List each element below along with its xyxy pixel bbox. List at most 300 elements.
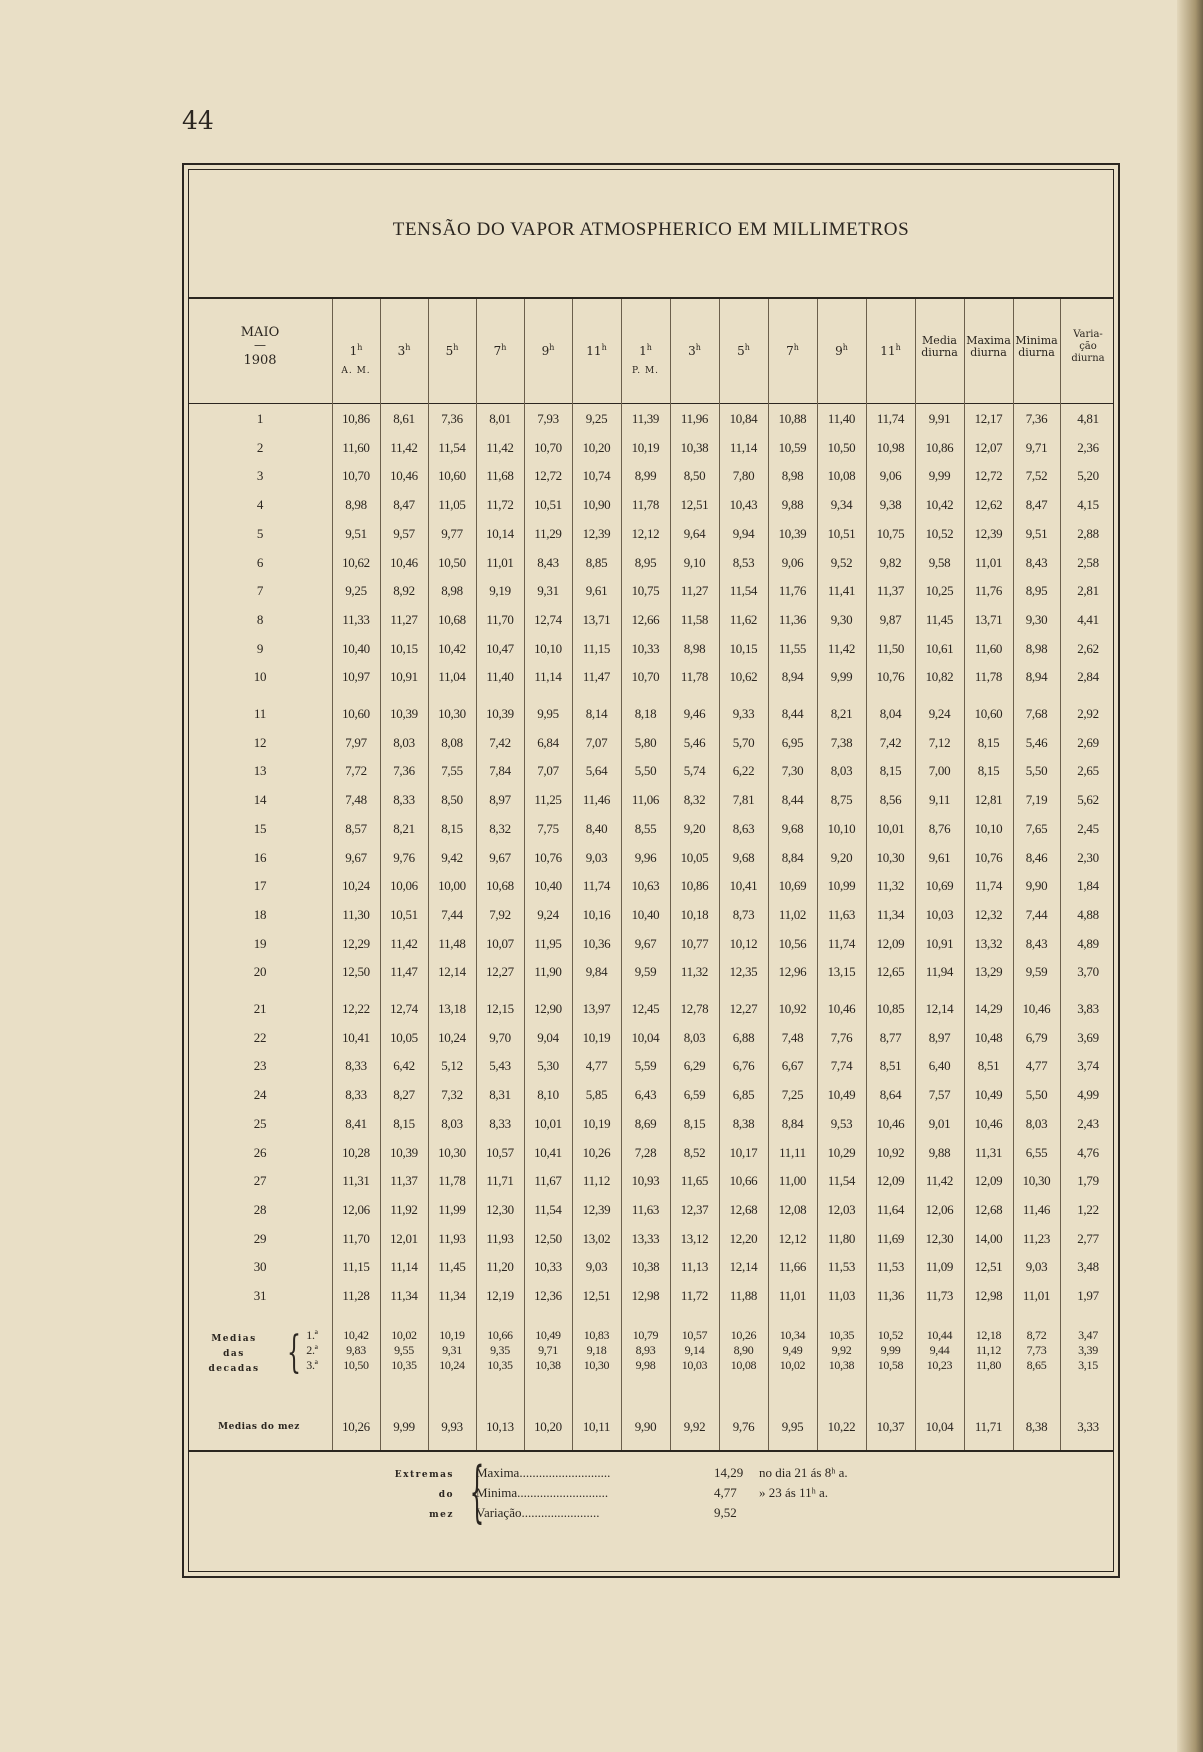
table-cell: 9,01: [928, 1115, 951, 1131]
decade-cell: 12,18: [975, 1328, 1002, 1342]
table-cell: 9,67: [489, 849, 511, 865]
table-cell: 8,41: [345, 1115, 367, 1131]
table-cell: 8,94: [781, 669, 804, 685]
table-cell: 8,33: [489, 1115, 511, 1131]
table-cell: 10,59: [778, 439, 807, 455]
table-cell: 2,43: [1077, 1115, 1099, 1131]
table-cell: 6,84: [537, 734, 559, 750]
table-cell: 9,99: [830, 669, 853, 685]
table-cell: 8,04: [879, 706, 902, 721]
month-mean-cell: 9,95: [781, 1419, 804, 1434]
table-cell: 5,20: [1077, 468, 1099, 484]
table-cell: 10,10: [974, 820, 1003, 836]
table-cell: 7,36: [441, 411, 463, 426]
table-cell: 10,29: [827, 1144, 856, 1160]
table-cell: 12,98: [974, 1288, 1003, 1303]
table-cell: 11,88: [729, 1288, 758, 1303]
table-cell: 9,03: [585, 849, 608, 865]
table-cell: 11,54: [438, 439, 466, 455]
table-cell: 11,72: [486, 497, 514, 513]
decade-cell: 9,98: [635, 1358, 656, 1372]
table-cell: 11,54: [729, 583, 758, 599]
table-cell: 5,30: [537, 1058, 559, 1074]
decade-cell: 10,79: [632, 1328, 659, 1342]
header-bottom-rule: [188, 403, 1114, 404]
table-cell: 10,19: [582, 1115, 611, 1131]
table-cell: 2,77: [1077, 1230, 1099, 1246]
decade-cell: 10,03: [681, 1358, 708, 1372]
month-mean-cell: 8,38: [1025, 1419, 1048, 1434]
table-cell: 11,74: [582, 878, 611, 894]
decade-cell: 8,65: [1026, 1358, 1047, 1372]
month-mean-cell: 9,93: [441, 1419, 463, 1434]
table-cell: 11,63: [827, 906, 856, 922]
month-mean-cell: 9,92: [683, 1419, 706, 1434]
decade-cell: 9,35: [490, 1343, 510, 1357]
table-cell: 6,67: [781, 1058, 804, 1074]
table-cell: 8,95: [1025, 583, 1048, 599]
table-cell: 11,95: [534, 935, 562, 951]
table-cell: 10,66: [729, 1173, 758, 1189]
table-cell: 9,70: [489, 1029, 511, 1045]
table-cell: 8,15: [441, 820, 463, 836]
table-cell: 10,49: [827, 1087, 856, 1103]
table-cell: 10,48: [974, 1029, 1003, 1045]
table-cell: 9,30: [830, 611, 853, 627]
table-cell: 12,98: [631, 1288, 660, 1303]
table-cell: 8,15: [977, 734, 1000, 750]
table-cell: 12,68: [974, 1201, 1003, 1217]
table-cell: 12,09: [974, 1173, 1003, 1189]
table-cell: 9,46: [683, 706, 706, 721]
table-cell: 5,74: [683, 763, 706, 779]
header-top-rule: [188, 297, 1114, 299]
header-hour-7: 1$^h$: [639, 343, 652, 358]
table-cell: 11,27: [680, 583, 709, 599]
table-cell: 7,44: [441, 906, 463, 922]
table-cell: 9,87: [879, 611, 902, 627]
header-hour-9: 5$^h$: [737, 343, 750, 358]
table-cell: 10,42: [438, 640, 466, 656]
table-cell: 7,25: [781, 1087, 804, 1103]
extreme-name: Variação........................: [476, 1505, 600, 1520]
decade-cell: 10,02: [779, 1358, 806, 1372]
table-cell: 11,31: [342, 1173, 370, 1189]
table-cell: 10,86: [342, 411, 370, 426]
table-cell: 6,40: [928, 1058, 951, 1074]
table-cell: 10,41: [729, 878, 758, 894]
table-cell: 10,16: [582, 906, 611, 922]
table-cell: 10,99: [827, 878, 856, 894]
table-cell: 8,92: [393, 583, 415, 599]
table-cell: 3,83: [1077, 1001, 1099, 1016]
table-cell: 9,77: [441, 525, 463, 541]
table-cell: 11,25: [534, 792, 562, 808]
table-cell: 11,34: [876, 906, 905, 922]
table-cell: 27: [253, 1173, 267, 1189]
table-cell: 10,69: [925, 878, 954, 894]
table-cell: 6,59: [683, 1087, 706, 1103]
table-cell: 6,42: [393, 1058, 415, 1074]
decade-cell: 9,18: [586, 1343, 607, 1357]
table-cell: 11,78: [974, 669, 1003, 685]
header-hour-12: 11$^h$: [880, 343, 901, 358]
table-cell: 11,36: [876, 1288, 905, 1303]
table-cell: 9,95: [537, 706, 559, 721]
decade-cell: 10,58: [877, 1358, 904, 1372]
table-cell: 10,39: [390, 706, 418, 721]
table-cell: 5,59: [634, 1058, 657, 1074]
table-cell: 2,45: [1077, 820, 1099, 836]
table-cell: 12,27: [486, 964, 514, 980]
table-cell: 10,50: [438, 554, 466, 570]
table-cell: 12,29: [342, 935, 370, 951]
table-cell: 10,84: [729, 411, 758, 426]
table-cell: 5,46: [1025, 734, 1048, 750]
table-cell: 10,07: [486, 935, 514, 951]
table-cell: 12,50: [342, 964, 370, 980]
table-cell: 14,29: [974, 1001, 1003, 1016]
table-cell: 8,33: [345, 1087, 367, 1103]
table-cell: 10,62: [729, 669, 758, 685]
table-cell: 10,03: [925, 906, 954, 922]
table-cell: 11,45: [925, 611, 954, 627]
table-cell: 8,03: [441, 1115, 463, 1131]
page-edge-shadow: [1177, 0, 1203, 1752]
decade-cell: 9,44: [929, 1343, 950, 1357]
table-cell: 11,76: [778, 583, 807, 599]
table-cell: 10,41: [342, 1029, 370, 1045]
table-cell: 12,07: [974, 439, 1003, 455]
table-cell: 8,75: [830, 792, 853, 808]
decades-brace: {: [287, 1327, 301, 1378]
table-cell: 9,51: [345, 525, 367, 541]
table-cell: 28: [253, 1201, 267, 1217]
table-cell: 8,97: [928, 1029, 951, 1045]
header-hour-4: 7$^h$: [493, 343, 507, 358]
table-cell: 11,01: [974, 554, 1003, 570]
table-cell: 7,68: [1025, 706, 1048, 721]
table-cell: 19: [253, 935, 267, 951]
table-cell: 10,08: [827, 468, 856, 484]
table-cell: 10,14: [486, 525, 514, 541]
table-cell: 11,01: [1022, 1288, 1051, 1303]
table-cell: 10,40: [534, 878, 562, 894]
table-cell: 10,19: [582, 1029, 611, 1045]
table-cell: 4,15: [1077, 497, 1099, 513]
table-cell: 11,36: [778, 611, 807, 627]
table-cell: 10,46: [390, 554, 418, 570]
header-minima-diurna: Minima diurna: [1015, 334, 1058, 359]
table-cell: 10,30: [438, 1144, 466, 1160]
table-cell: 10,98: [876, 439, 905, 455]
extreme-detail: no dia 21 ás 8ʰ a.: [759, 1465, 848, 1480]
decade-cell: 10,49: [535, 1328, 561, 1342]
table-cell: 11,41: [827, 583, 856, 599]
decade-cell: 9,55: [394, 1343, 414, 1357]
table-cell: 13,32: [974, 935, 1003, 951]
table-cell: 10,75: [876, 525, 905, 541]
table-cell: 11,42: [827, 640, 856, 656]
table-cell: 13,97: [582, 1001, 611, 1016]
table-cell: 7,81: [732, 792, 755, 808]
table-cell: 25: [253, 1115, 267, 1131]
table-cell: 9,68: [732, 849, 755, 865]
table-cell: 7,42: [879, 734, 902, 750]
table-cell: 31: [253, 1288, 267, 1303]
table-cell: 10,46: [827, 1001, 856, 1016]
table-cell: 10,19: [631, 439, 660, 455]
month-mean-cell: 10,20: [534, 1419, 562, 1434]
table-cell: 11,68: [486, 468, 514, 484]
table-cell: 7,92: [489, 906, 511, 922]
table-cell: 9,03: [585, 1259, 608, 1275]
table-cell: 21: [253, 1001, 267, 1016]
decade-cell: 9,83: [346, 1343, 366, 1357]
month-mean-cell: 9,99: [393, 1419, 415, 1434]
table-cell: 7,30: [781, 763, 804, 779]
table-cell: 9,51: [1025, 525, 1048, 541]
decade-cell: 10,30: [583, 1358, 610, 1372]
table-cell: 10,60: [342, 706, 370, 721]
table-cell: 10,51: [827, 525, 856, 541]
table-cell: 12,35: [729, 964, 758, 980]
table-cell: 5,85: [585, 1087, 608, 1103]
table-cell: 12,45: [631, 1001, 660, 1016]
table-cell: 11,14: [390, 1259, 418, 1275]
table-cell: 11,28: [342, 1288, 370, 1303]
table-cell: 9,58: [928, 554, 951, 570]
table-cell: 8,63: [732, 820, 755, 836]
table-cell: 9,67: [634, 935, 657, 951]
decade-cell: 8,93: [635, 1343, 656, 1357]
table-cell: 11,47: [390, 964, 418, 980]
table-cell: 12,50: [534, 1230, 562, 1246]
table-cell: 11,60: [342, 439, 370, 455]
table-cell: 9,33: [732, 706, 755, 721]
table-cell: 4,77: [1025, 1058, 1048, 1074]
table-cell: 8,10: [537, 1087, 559, 1103]
table-cell: 10,86: [680, 878, 709, 894]
decade-cell: 10,66: [487, 1328, 513, 1342]
table-cell: 8,43: [1025, 935, 1048, 951]
table-cell: 12,51: [582, 1288, 611, 1303]
table-cell: 10,30: [1022, 1173, 1051, 1189]
table-cell: 11,06: [631, 792, 660, 808]
table-cell: 8,38: [732, 1115, 755, 1131]
table-cell: 13,29: [974, 964, 1003, 980]
table-cell: 12,90: [534, 1001, 562, 1016]
table-cell: 1,84: [1077, 878, 1099, 894]
table-cell: 6,79: [1025, 1029, 1048, 1045]
table-cell: 10,18: [680, 906, 709, 922]
table-cell: 7,93: [537, 411, 559, 426]
table-cell: 11,70: [486, 611, 514, 627]
header-am: A. M.: [341, 366, 371, 376]
table-cell: 10,70: [342, 468, 370, 484]
table-cell: 8,46: [1025, 849, 1048, 865]
decade-cell: 2.ª: [306, 1343, 318, 1357]
table-cell: 10,46: [876, 1115, 905, 1131]
decade-cell: 10,38: [535, 1358, 561, 1372]
table-cell: 7,36: [393, 763, 415, 779]
table-cell: 8,73: [732, 906, 755, 922]
decade-cell: 10,26: [730, 1328, 757, 1342]
header-pm: P. M.: [631, 366, 660, 376]
table-cell: 10,61: [925, 640, 954, 656]
table-cell: 10,92: [778, 1001, 807, 1016]
table-cell: 10,10: [534, 640, 562, 656]
table-cell: 10,51: [390, 906, 418, 922]
decade-cell: 10,34: [779, 1328, 806, 1342]
table-cell: 13,02: [582, 1230, 611, 1246]
table-cell: 12,74: [534, 611, 562, 627]
table-cell: 11,42: [390, 439, 418, 455]
table-cell: 5,50: [1025, 763, 1048, 779]
table-cell: 10,40: [342, 640, 370, 656]
table-cell: 12,72: [974, 468, 1003, 484]
table-cell: 11,34: [390, 1288, 418, 1303]
table-cell: 9,91: [928, 411, 951, 426]
table-cell: 7,97: [345, 734, 367, 750]
month-mean-cell: 10,04: [925, 1419, 954, 1434]
table-cell: 11,48: [438, 935, 466, 951]
table-cell: 8: [256, 611, 264, 627]
table-cell: 8,33: [393, 792, 415, 808]
table-cell: 2,36: [1077, 439, 1099, 455]
table-cell: 5,50: [634, 763, 657, 779]
table-cell: 8,27: [393, 1087, 415, 1103]
table-cell: 11,42: [390, 935, 418, 951]
table-cell: 12,12: [778, 1230, 807, 1246]
table-cell: 10,62: [342, 554, 370, 570]
table-cell: 4,77: [585, 1058, 608, 1074]
table-cell: 11,76: [974, 583, 1003, 599]
table-cell: 2,58: [1077, 554, 1099, 570]
decade-cell: 9,31: [442, 1343, 462, 1357]
table-cell: 29: [253, 1230, 267, 1246]
table-cell: 11: [254, 706, 266, 721]
table-cell: 12,06: [342, 1201, 370, 1217]
table-cell: 9,20: [830, 849, 853, 865]
table-cell: 12,06: [925, 1201, 954, 1217]
table-cell: 9,53: [830, 1115, 853, 1131]
table-cell: 12,62: [974, 497, 1003, 513]
table-cell: 9,42: [441, 849, 463, 865]
table-cell: 10,01: [534, 1115, 562, 1131]
header-year: 1908: [243, 353, 277, 368]
table-cell: 8,44: [781, 706, 804, 721]
table-cell: 6: [256, 554, 264, 570]
table-cell: 6,22: [732, 763, 755, 779]
table-cell: 11,54: [534, 1201, 562, 1217]
extreme-detail: » 23 ás 11ʰ a.: [759, 1485, 829, 1500]
table-cell: 4,41: [1077, 611, 1099, 627]
extreme-value: 14,29: [714, 1465, 744, 1480]
table-cell: 11,63: [631, 1201, 660, 1217]
extreme-value: 4,77: [714, 1485, 737, 1500]
table-cell: 13,71: [974, 611, 1003, 627]
table-cell: 10,33: [534, 1259, 562, 1275]
table-cell: 1,79: [1077, 1173, 1099, 1189]
table-cell: 10,39: [486, 706, 514, 721]
table-cell: 7: [256, 583, 264, 599]
table-cell: 10,60: [438, 468, 466, 484]
table-cell: 10,39: [390, 1144, 418, 1160]
table-cell: 9,24: [928, 706, 951, 721]
table-cell: 8,15: [683, 1115, 706, 1131]
table-cell: 12: [253, 734, 267, 750]
decade-cell: 10,44: [926, 1328, 953, 1342]
table-cell: 11,65: [680, 1173, 709, 1189]
table-cell: 6,29: [683, 1058, 706, 1074]
table-cell: 10,36: [582, 935, 611, 951]
table-cell: 8,61: [393, 411, 415, 426]
table-cell: 8,98: [441, 583, 463, 599]
table-cell: 10,41: [534, 1144, 562, 1160]
table-cell: 10,85: [876, 1001, 905, 1016]
table-cell: 11,29: [534, 525, 562, 541]
table-cell: 10,15: [390, 640, 418, 656]
table-cell: 11,90: [534, 964, 562, 980]
table-cell: 10,70: [631, 669, 660, 685]
table-cell: 11,67: [534, 1173, 562, 1189]
table-cell: 11,34: [438, 1288, 466, 1303]
table-cell: 8,47: [393, 497, 415, 513]
table-cell: 8,94: [1025, 669, 1048, 685]
table-cell: 10,56: [778, 935, 807, 951]
table-cell: 9,25: [345, 583, 367, 599]
table-cell: 9,34: [830, 497, 853, 513]
table-cell: 13,15: [827, 964, 856, 980]
table-cell: 8,43: [537, 554, 559, 570]
table-cell: 7,65: [1025, 820, 1048, 836]
table-cell: 8,21: [393, 820, 415, 836]
table-cell: 12,08: [778, 1201, 807, 1217]
table-cell: 10,86: [925, 439, 954, 455]
table-cell: 11,01: [778, 1288, 807, 1303]
table-cell: 8,03: [1025, 1115, 1048, 1131]
table-cell: 11,93: [486, 1230, 514, 1246]
decade-cell: 9,71: [538, 1343, 558, 1357]
table-cell: 11,00: [778, 1173, 807, 1189]
table-cell: 12,17: [974, 411, 1003, 426]
table-cell: 10,25: [925, 583, 954, 599]
table-cell: 10,24: [438, 1029, 466, 1045]
table-cell: 7,12: [928, 734, 951, 750]
table-cell: 12,37: [680, 1201, 709, 1217]
table-cell: 12,32: [974, 906, 1003, 922]
decade-cell: 10,23: [926, 1358, 953, 1372]
table-cell: 7,00: [928, 763, 951, 779]
table-cell: 10,50: [827, 439, 856, 455]
header-hour-1: 1$^h$: [349, 343, 363, 358]
table-cell: 6,85: [732, 1087, 755, 1103]
month-mean-cell: 10,26: [342, 1419, 370, 1434]
table-cell: 11,40: [486, 669, 514, 685]
table-cell: 8,84: [781, 1115, 804, 1131]
table-cell: 8,15: [393, 1115, 415, 1131]
table-cell: 7,84: [489, 763, 511, 779]
table-cell: 10,46: [1022, 1001, 1051, 1016]
table-cell: 3,69: [1077, 1029, 1099, 1045]
table-cell: 5,70: [732, 734, 755, 750]
month-mean-cell: 9,76: [732, 1419, 755, 1434]
table-cell: 10,01: [876, 820, 905, 836]
table-cell: 8,08: [441, 734, 463, 750]
table-cell: 9,25: [585, 411, 608, 426]
table-cell: 9,06: [879, 468, 902, 484]
